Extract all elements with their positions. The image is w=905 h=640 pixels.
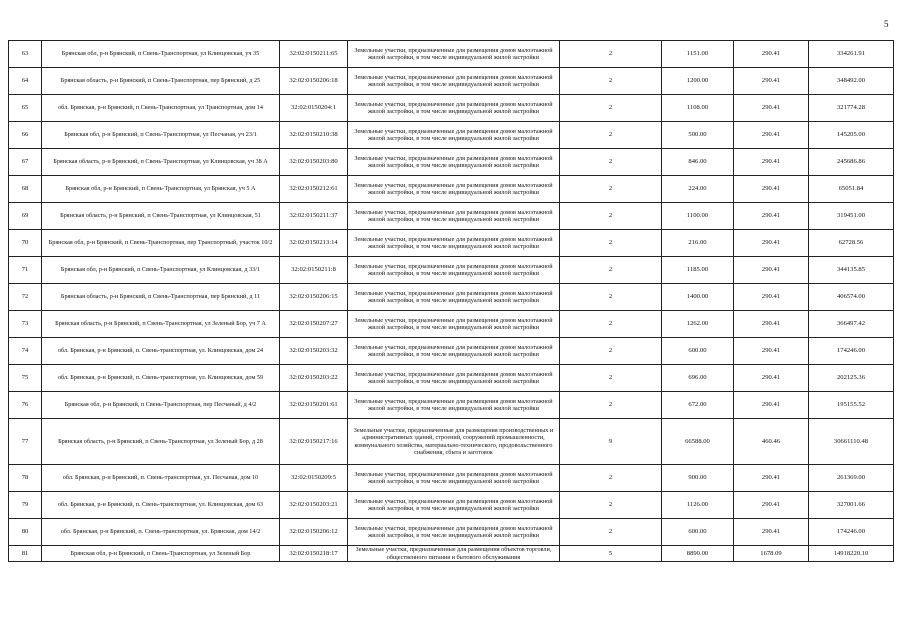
- specific-value-cell: 290.41: [734, 257, 809, 284]
- area-cell: 600.00: [662, 338, 734, 365]
- group-cell: 2: [560, 392, 662, 419]
- land-use-cell: Земельные участки, предназначенные для размещения домов малоэтажной жилой застройки, в том числе индивидуальной жилой застройки: [348, 203, 560, 230]
- row-number-cell: 70: [9, 230, 42, 257]
- cadastral-value-cell: 327001.66: [809, 492, 894, 519]
- table-row: [9, 203, 894, 230]
- group-cell: 2: [560, 257, 662, 284]
- cadastral-value-cell: 344135.85: [809, 257, 894, 284]
- address-cell: Брянская область, р-н Брянский, п Свень-Транспортная, пер Брянский, д 25: [42, 68, 280, 95]
- area-cell: 1151.00: [662, 41, 734, 68]
- land-use-cell: Земельные участки, предназначенные для размещения домов малоэтажной жилой застройки, в том числе индивидуальной жилой застройки: [348, 122, 560, 149]
- area-cell: 224.00: [662, 176, 734, 203]
- group-cell: 2: [560, 176, 662, 203]
- address-cell: Брянская обл, р-н Брянский, п Свень-Транспортная, ул Зеленый Бор: [42, 546, 280, 562]
- row-number-cell: 68: [9, 176, 42, 203]
- land-use-cell: Земельные участки, предназначенные для размещения домов малоэтажной жилой застройки, в том числе индивидуальной жилой застройки: [348, 68, 560, 95]
- cadastral-number-cell: 32:02:0150201:61: [280, 392, 348, 419]
- row-number-cell: 77: [9, 419, 42, 465]
- address-cell: обл. Брянская, р-н Брянский, п. Свень-транспортная, ул. Клинцовская, дом 59: [42, 365, 280, 392]
- land-use-cell: Земельные участки, предназначенные для размещения объектов торговли, общественного питания и бытового обслуживания: [348, 546, 560, 562]
- row-number-cell: 71: [9, 257, 42, 284]
- cadastral-value-cell: 321774.28: [809, 95, 894, 122]
- specific-value-cell: 290.41: [734, 492, 809, 519]
- area-cell: 1185.00: [662, 257, 734, 284]
- cadastral-number-cell: 32:02:0150210:38: [280, 122, 348, 149]
- cadastral-number-cell: 32:02:0150212:61: [280, 176, 348, 203]
- land-use-cell: Земельные участки, предназначенные для размещения производственных и административных зданий, строений, сооружений промышленности, коммунального хозяйства, материально-технического, продовольственного снабжения, сбыта и заготовок: [348, 419, 560, 465]
- page-number: 5: [884, 19, 889, 29]
- specific-value-cell: 290.41: [734, 519, 809, 546]
- area-cell: 1200.00: [662, 68, 734, 95]
- cadastral-value-cell: 366497.42: [809, 311, 894, 338]
- row-number-cell: 79: [9, 492, 42, 519]
- address-cell: Брянская обл, р-н Брянский, п Свень-Транспортная, пер Песчаный, д 4/2: [42, 392, 280, 419]
- group-cell: 2: [560, 149, 662, 176]
- row-number-cell: 66: [9, 122, 42, 149]
- cadastral-number-cell: 32:02:0150206:18: [280, 68, 348, 95]
- specific-value-cell: 290.41: [734, 230, 809, 257]
- area-cell: 1108.00: [662, 95, 734, 122]
- land-use-cell: Земельные участки, предназначенные для размещения домов малоэтажной жилой застройки, в том числе индивидуальной жилой застройки: [348, 230, 560, 257]
- group-cell: 2: [560, 284, 662, 311]
- table-row: [9, 419, 894, 465]
- table-row: [9, 257, 894, 284]
- group-cell: 2: [560, 311, 662, 338]
- address-cell: обл. Брянская, р-н Брянский, п Свень-Транспортная, ул Транспортная, дом 14: [42, 95, 280, 122]
- table-row: [9, 546, 894, 562]
- specific-value-cell: 1678.09: [734, 546, 809, 562]
- address-cell: Брянская область, р-н Брянский, п Свень-Транспортная, ул Клинцовская, 51: [42, 203, 280, 230]
- specific-value-cell: 290.41: [734, 41, 809, 68]
- cadastral-value-cell: 14918220.10: [809, 546, 894, 562]
- table-row: [9, 149, 894, 176]
- land-use-cell: Земельные участки, предназначенные для размещения домов малоэтажной жилой застройки, в том числе индивидуальной жилой застройки: [348, 41, 560, 68]
- land-use-cell: Земельные участки, предназначенные для размещения домов малоэтажной жилой застройки, в том числе индивидуальной жилой застройки: [348, 149, 560, 176]
- cadastral-value-cell: 319451.00: [809, 203, 894, 230]
- cadastral-value-cell: 174246.00: [809, 519, 894, 546]
- land-use-cell: Земельные участки, предназначенные для размещения домов малоэтажной жилой застройки, в том числе индивидуальной жилой застройки: [348, 311, 560, 338]
- table-row: [9, 176, 894, 203]
- cadastral-number-cell: 32:02:0150217:16: [280, 419, 348, 465]
- cadastral-number-cell: 32:02:0150211:8: [280, 257, 348, 284]
- row-number-cell: 64: [9, 68, 42, 95]
- cadastral-value-cell: 65051.84: [809, 176, 894, 203]
- area-cell: 672.00: [662, 392, 734, 419]
- address-cell: Брянская область, р-н Брянский, п Свень-Транспортная, ул Зеленый Бор, д 28: [42, 419, 280, 465]
- land-use-cell: Земельные участки, предназначенные для размещения домов малоэтажной жилой застройки, в том числе индивидуальной жилой застройки: [348, 492, 560, 519]
- table-row: [9, 465, 894, 492]
- group-cell: 2: [560, 68, 662, 95]
- table-body: [9, 41, 894, 562]
- land-use-cell: Земельные участки, предназначенные для размещения домов малоэтажной жилой застройки, в том числе индивидуальной жилой застройки: [348, 519, 560, 546]
- area-cell: 1100.00: [662, 203, 734, 230]
- group-cell: 2: [560, 465, 662, 492]
- table-row: [9, 492, 894, 519]
- area-cell: 500.00: [662, 122, 734, 149]
- cadastral-value-cell: 62728.56: [809, 230, 894, 257]
- cadastral-number-cell: 32:02:0150211:65: [280, 41, 348, 68]
- table-row: [9, 95, 894, 122]
- group-cell: 9: [560, 419, 662, 465]
- cadastral-number-cell: 32:02:0150218:17: [280, 546, 348, 562]
- address-cell: Брянская обл, р-н Брянский, п Свень-Транспортная, ул Брянская, уч 5 А: [42, 176, 280, 203]
- land-use-cell: Земельные участки, предназначенные для размещения домов малоэтажной жилой застройки, в том числе индивидуальной жилой застройки: [348, 284, 560, 311]
- specific-value-cell: 290.41: [734, 284, 809, 311]
- cadastral-value-cell: 406574.00: [809, 284, 894, 311]
- land-use-cell: Земельные участки, предназначенные для размещения домов малоэтажной жилой застройки, в том числе индивидуальной жилой застройки: [348, 392, 560, 419]
- address-cell: Брянская обл, р-н Брянский, п Свень-Транспортная, пер Транспортный, участок 10/2: [42, 230, 280, 257]
- address-cell: обл. Брянская, р-н Брянский, п. Свень-транспортная, ул. Песчаная, дом 10: [42, 465, 280, 492]
- specific-value-cell: 290.41: [734, 311, 809, 338]
- cadastral-value-cell: 174246.00: [809, 338, 894, 365]
- table-row: [9, 338, 894, 365]
- row-number-cell: 69: [9, 203, 42, 230]
- specific-value-cell: 290.41: [734, 392, 809, 419]
- row-number-cell: 67: [9, 149, 42, 176]
- group-cell: 2: [560, 122, 662, 149]
- area-cell: 216.00: [662, 230, 734, 257]
- area-cell: 1400.00: [662, 284, 734, 311]
- cadastral-value-cell: 334261.91: [809, 41, 894, 68]
- cadastral-number-cell: 32:02:0150206:12: [280, 519, 348, 546]
- area-cell: 900.00: [662, 465, 734, 492]
- table-row: [9, 284, 894, 311]
- area-cell: 66588.00: [662, 419, 734, 465]
- table-row: [9, 68, 894, 95]
- cadastral-number-cell: 32:02:0150203:32: [280, 338, 348, 365]
- specific-value-cell: 290.41: [734, 68, 809, 95]
- specific-value-cell: 290.41: [734, 149, 809, 176]
- area-cell: 846.00: [662, 149, 734, 176]
- land-use-cell: Земельные участки, предназначенные для размещения домов малоэтажной жилой застройки, в том числе индивидуальной жилой застройки: [348, 465, 560, 492]
- area-cell: 1262.00: [662, 311, 734, 338]
- group-cell: 2: [560, 338, 662, 365]
- row-number-cell: 81: [9, 546, 42, 562]
- address-cell: обл. Брянская, р-н Брянский, п. Свень-транспортная, ул. Клинцовская, дом 63: [42, 492, 280, 519]
- address-cell: Брянская область, р-н Брянский, п Свень-Транспортная, ул Зеленый Бор, уч 7 А: [42, 311, 280, 338]
- cadastral-number-cell: 32:02:0150211:37: [280, 203, 348, 230]
- table-row: [9, 392, 894, 419]
- specific-value-cell: 290.41: [734, 176, 809, 203]
- table-row: [9, 41, 894, 68]
- specific-value-cell: 290.41: [734, 338, 809, 365]
- address-cell: Брянская обл, р-н Брянский, п Свень-Транспортная, ул Клинцовская, д 33/1: [42, 257, 280, 284]
- table-row: [9, 122, 894, 149]
- cadastral-number-cell: 32:02:0150207:27: [280, 311, 348, 338]
- group-cell: 2: [560, 203, 662, 230]
- cadastral-value-cell: 348492.00: [809, 68, 894, 95]
- cadastral-value-table: [8, 40, 894, 562]
- address-cell: Брянская обл, р-н Брянский, п Свень-Транспортная, ул Песчаная, уч 23/1: [42, 122, 280, 149]
- table-row: [9, 365, 894, 392]
- cadastral-value-cell: 145205.00: [809, 122, 894, 149]
- land-use-cell: Земельные участки, предназначенные для размещения домов малоэтажной жилой застройки, в том числе индивидуальной жилой застройки: [348, 338, 560, 365]
- row-number-cell: 74: [9, 338, 42, 365]
- address-cell: Брянская область, р-н Брянский, п Свень-Транспортная, ул Клинцовская, уч 38 А: [42, 149, 280, 176]
- group-cell: 2: [560, 365, 662, 392]
- group-cell: 2: [560, 492, 662, 519]
- row-number-cell: 73: [9, 311, 42, 338]
- table-row: [9, 230, 894, 257]
- area-cell: 600.00: [662, 519, 734, 546]
- cadastral-value-cell: 202125.36: [809, 365, 894, 392]
- row-number-cell: 63: [9, 41, 42, 68]
- land-use-cell: Земельные участки, предназначенные для размещения домов малоэтажной жилой застройки, в том числе индивидуальной жилой застройки: [348, 95, 560, 122]
- area-cell: 8890.00: [662, 546, 734, 562]
- cadastral-number-cell: 32:02:0150213:14: [280, 230, 348, 257]
- table-row: [9, 311, 894, 338]
- group-cell: 2: [560, 519, 662, 546]
- row-number-cell: 72: [9, 284, 42, 311]
- specific-value-cell: 290.41: [734, 465, 809, 492]
- cadastral-value-cell: 245686.86: [809, 149, 894, 176]
- group-cell: 2: [560, 95, 662, 122]
- specific-value-cell: 290.41: [734, 365, 809, 392]
- cadastral-number-cell: 32:02:0150204:1: [280, 95, 348, 122]
- land-use-cell: Земельные участки, предназначенные для размещения домов малоэтажной жилой застройки, в том числе индивидуальной жилой застройки: [348, 365, 560, 392]
- cadastral-value-cell: 261369.00: [809, 465, 894, 492]
- area-cell: 696.00: [662, 365, 734, 392]
- land-use-cell: Земельные участки, предназначенные для размещения домов малоэтажной жилой застройки, в том числе индивидуальной жилой застройки: [348, 176, 560, 203]
- specific-value-cell: 290.41: [734, 203, 809, 230]
- specific-value-cell: 460.46: [734, 419, 809, 465]
- row-number-cell: 65: [9, 95, 42, 122]
- cadastral-number-cell: 32:02:0150203:22: [280, 365, 348, 392]
- row-number-cell: 78: [9, 465, 42, 492]
- cadastral-number-cell: 32:02:0150203:80: [280, 149, 348, 176]
- cadastral-number-cell: 32:02:0150209:5: [280, 465, 348, 492]
- group-cell: 2: [560, 230, 662, 257]
- address-cell: обл. Брянская, р-н Брянский, п. Свень-транспортная, ул. Брянская, дом 14/2: [42, 519, 280, 546]
- specific-value-cell: 290.41: [734, 95, 809, 122]
- group-cell: 2: [560, 41, 662, 68]
- group-cell: 5: [560, 546, 662, 562]
- address-cell: Брянская обл, р-н Брянский, п Свень-Транспортная, ул Клинцовская, уч 35: [42, 41, 280, 68]
- specific-value-cell: 290.41: [734, 122, 809, 149]
- cadastral-number-cell: 32:02:0150206:15: [280, 284, 348, 311]
- cadastral-number-cell: 32:02:0150203:21: [280, 492, 348, 519]
- land-use-cell: Земельные участки, предназначенные для размещения домов малоэтажной жилой застройки, в том числе индивидуальной жилой застройки: [348, 257, 560, 284]
- address-cell: Брянская область, р-н Брянский, п Свень-Транспортная, пер Брянский, д 11: [42, 284, 280, 311]
- cadastral-value-cell: 30661110.48: [809, 419, 894, 465]
- row-number-cell: 76: [9, 392, 42, 419]
- area-cell: 1126.00: [662, 492, 734, 519]
- row-number-cell: 75: [9, 365, 42, 392]
- cadastral-value-cell: 195155.52: [809, 392, 894, 419]
- table-row: [9, 519, 894, 546]
- address-cell: обл. Брянская, р-н Брянский, п. Свень-транспортная, ул. Клинцовская, дом 24: [42, 338, 280, 365]
- row-number-cell: 80: [9, 519, 42, 546]
